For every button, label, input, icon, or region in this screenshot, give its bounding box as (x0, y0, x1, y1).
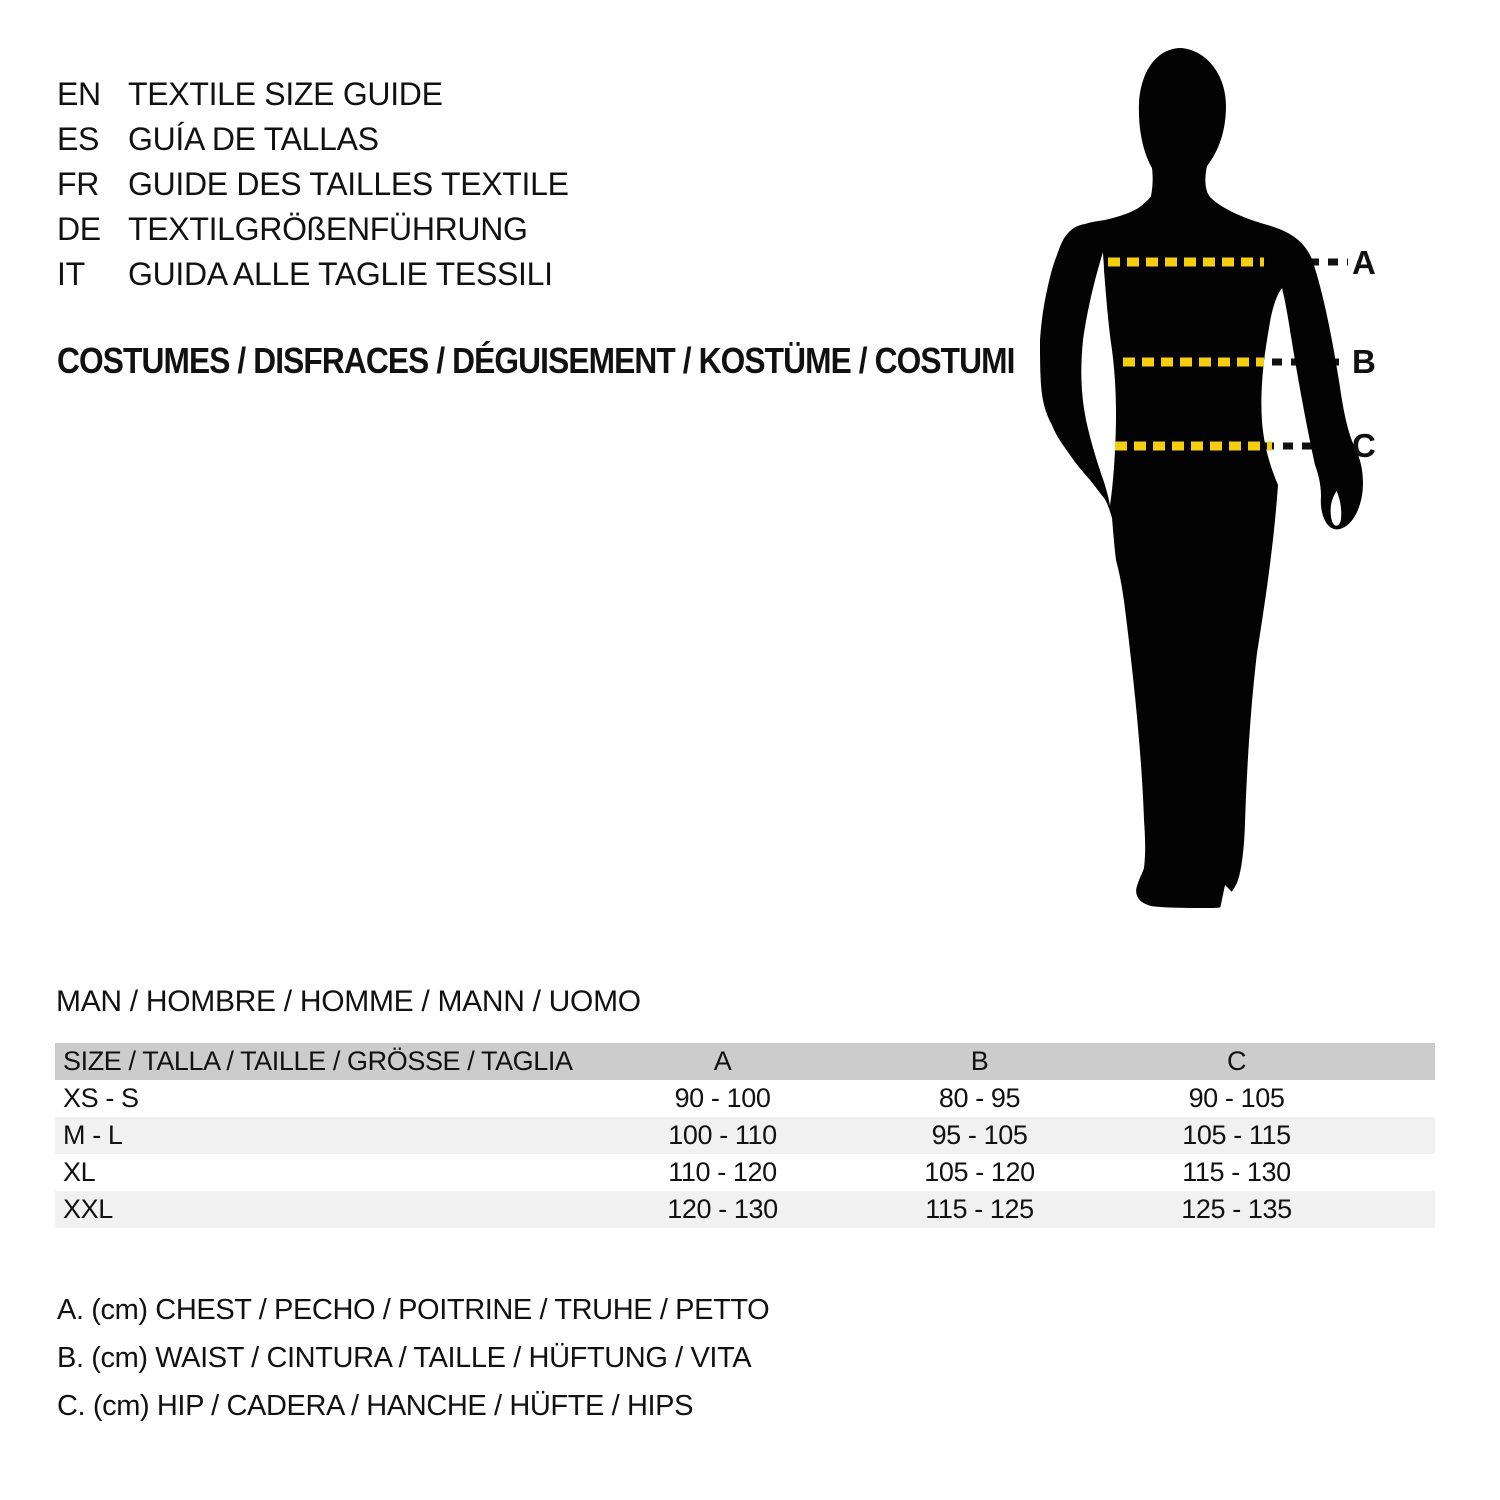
measure-label-b: B (1352, 343, 1376, 380)
cell-c: 115 - 130 (1182, 1157, 1291, 1187)
size-table (55, 1043, 1435, 1228)
measure-label-c: C (1352, 427, 1376, 464)
language-title: GUIDE DES TAILLES TEXTILE (128, 166, 569, 202)
cell-a: 120 - 130 (667, 1194, 778, 1224)
table-row (55, 1154, 1435, 1191)
language-title: GUIDA ALLE TAGLIE TESSILI (128, 256, 553, 292)
language-code: FR (57, 166, 100, 202)
male-silhouette-icon (1000, 40, 1400, 920)
male-silhouette-figure (1000, 40, 1400, 920)
measure-label-a: A (1352, 244, 1376, 281)
cell-a: 100 - 110 (668, 1120, 777, 1150)
table-row (55, 1080, 1435, 1117)
language-list (57, 72, 569, 297)
cell-b: 105 - 120 (924, 1157, 1035, 1187)
cell-size: XXL (63, 1194, 113, 1224)
legend-line-a: A. (cm) CHEST / PECHO / POITRINE / TRUHE / PETTO (57, 1294, 770, 1326)
measurement-legend (57, 1286, 769, 1430)
silhouette-body (1040, 48, 1363, 908)
language-code: ES (57, 121, 100, 157)
cell-b: 80 - 95 (938, 1083, 1021, 1113)
col-header-b: B (970, 1046, 989, 1076)
language-code: DE (57, 211, 101, 247)
table-header-row (55, 1043, 1435, 1080)
cell-size: XL (63, 1157, 96, 1187)
cell-a: 110 - 120 (668, 1157, 777, 1187)
legend-line-b: B. (cm) WAIST / CINTURA / TAILLE / HÜFTUNG / VITA (57, 1342, 752, 1374)
language-row (57, 117, 569, 162)
table-row (55, 1191, 1435, 1228)
language-row (57, 252, 569, 297)
language-row (57, 72, 569, 117)
cell-a: 90 - 100 (674, 1083, 771, 1113)
gender-section-title: MAN / HOMBRE / HOMME / MANN / UOMO (56, 985, 641, 1018)
col-header-c: C (1226, 1046, 1247, 1076)
cell-c: 90 - 105 (1188, 1083, 1285, 1113)
language-row (57, 162, 569, 207)
col-header-a: A (713, 1046, 732, 1076)
cell-b: 115 - 125 (925, 1194, 1034, 1224)
language-code: EN (57, 76, 101, 112)
cell-c: 105 - 115 (1182, 1120, 1291, 1150)
col-header-size: SIZE / TALLA / TAILLE / GRÖSSE / TAGLIA (63, 1046, 573, 1076)
category-title: COSTUMES / DISFRACES / DÉGUISEMENT / KOSTÜME / COSTUMI (57, 340, 1015, 381)
language-title: TEXTILGRÖßENFÜHRUNG (128, 211, 528, 247)
cell-b: 95 - 105 (931, 1120, 1028, 1150)
language-title: TEXTILE SIZE GUIDE (128, 76, 443, 112)
language-code: IT (57, 256, 85, 292)
legend-line-c: C. (cm) HIP / CADERA / HANCHE / HÜFTE / HIPS (57, 1390, 694, 1422)
cell-size: XS - S (63, 1083, 139, 1113)
language-row (57, 207, 569, 252)
table-row (55, 1117, 1435, 1154)
cell-size: M - L (63, 1120, 123, 1150)
language-title: GUÍA DE TALLAS (128, 121, 379, 157)
cell-c: 125 - 135 (1181, 1194, 1292, 1224)
